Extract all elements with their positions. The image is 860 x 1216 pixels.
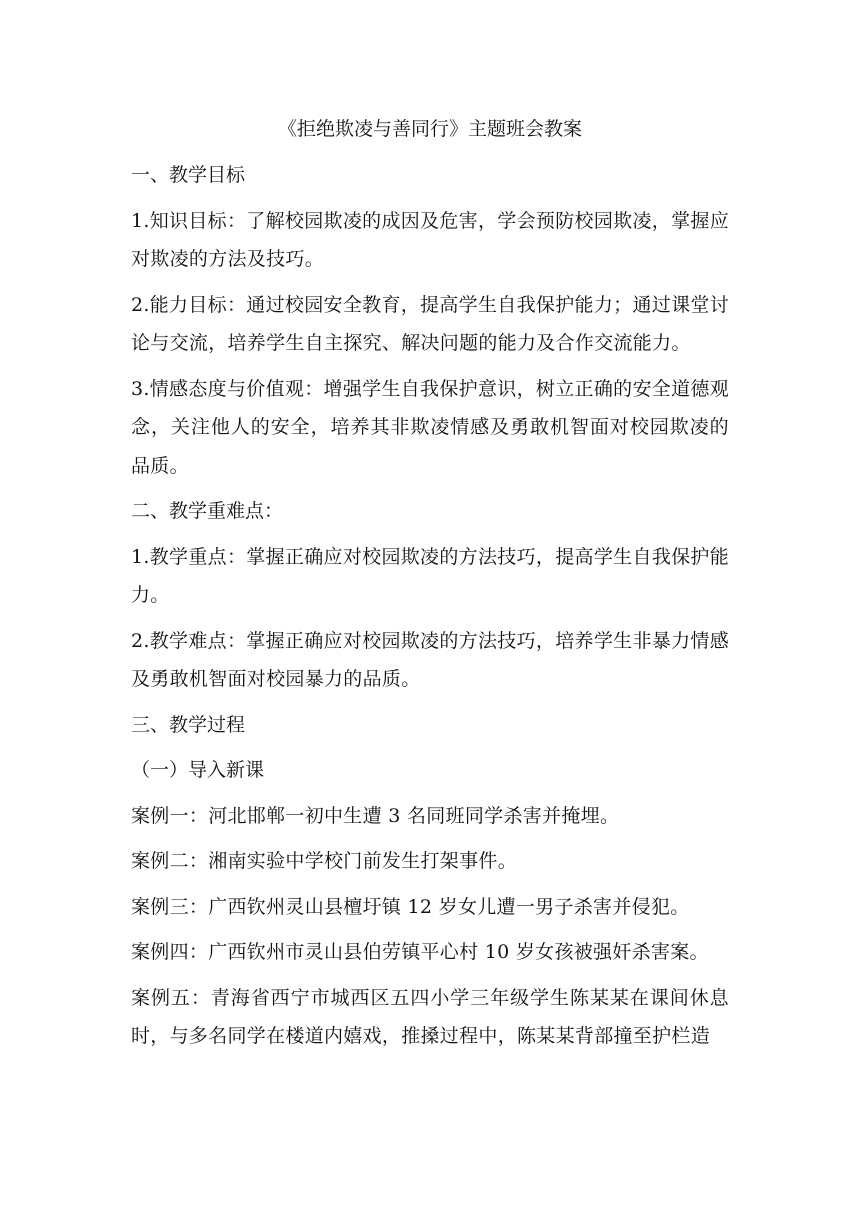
key-point-focus: 1.教学重点：掌握正确应对校园欺凌的方法技巧，提高学生自我保护能力。 xyxy=(131,545,729,606)
document-title: 《拒绝欺凌与善同行》主题班会教案 xyxy=(277,118,582,140)
subheading-intro: （一）导入新课 xyxy=(131,759,265,781)
case-2: 案例二：湘南实验中学校门前发生打架事件。 xyxy=(131,850,518,872)
section-heading-process: 三、教学过程 xyxy=(131,713,246,736)
case-5: 案例五：青海省西宁市城西区五四小学三年级学生陈某某在课间休息时，与多名同学在楼道内嬉戏，推搡过程中，陈某某背部撞至护栏造 xyxy=(131,986,729,1047)
case-4: 案例四：广西钦州市灵山县伯劳镇平心村 10 岁女孩被强奸杀害案。 xyxy=(131,941,709,963)
case-1: 案例一：河北邯郸一初中生遭 3 名同班同学杀害并掩埋。 xyxy=(131,804,620,827)
case-3: 案例三：广西钦州灵山县檀圩镇 12 岁女儿遭一男子杀害并侵犯。 xyxy=(131,895,690,918)
key-point-difficulty: 2.教学难点：掌握正确应对校园欺凌的方法技巧，培养学生非暴力情感及勇敢机智面对校园暴力的品质。 xyxy=(131,629,729,690)
objective-ability: 2.能力目标：通过校园安全教育，提高学生自我保护能力；通过课堂讨论与交流，培养学生自主探究、解决问题的能力及合作交流能力。 xyxy=(131,293,729,354)
section-heading-key-points: 二、教学重难点： xyxy=(131,500,284,522)
document-body xyxy=(131,110,729,1063)
objective-knowledge: 1.知识目标：了解校园欺凌的成因及危害，学会预防校园欺凌，掌握应对欺凌的方法及技巧。 xyxy=(131,209,729,270)
section-heading-objectives: 一、教学目标 xyxy=(131,164,246,186)
objective-values: 3.情感态度与价值观：增强学生自我保护意识，树立正确的安全道德观念，关注他人的安全，培养其非欺凌情感及勇敢机智面对校园欺凌的品质。 xyxy=(131,377,729,477)
